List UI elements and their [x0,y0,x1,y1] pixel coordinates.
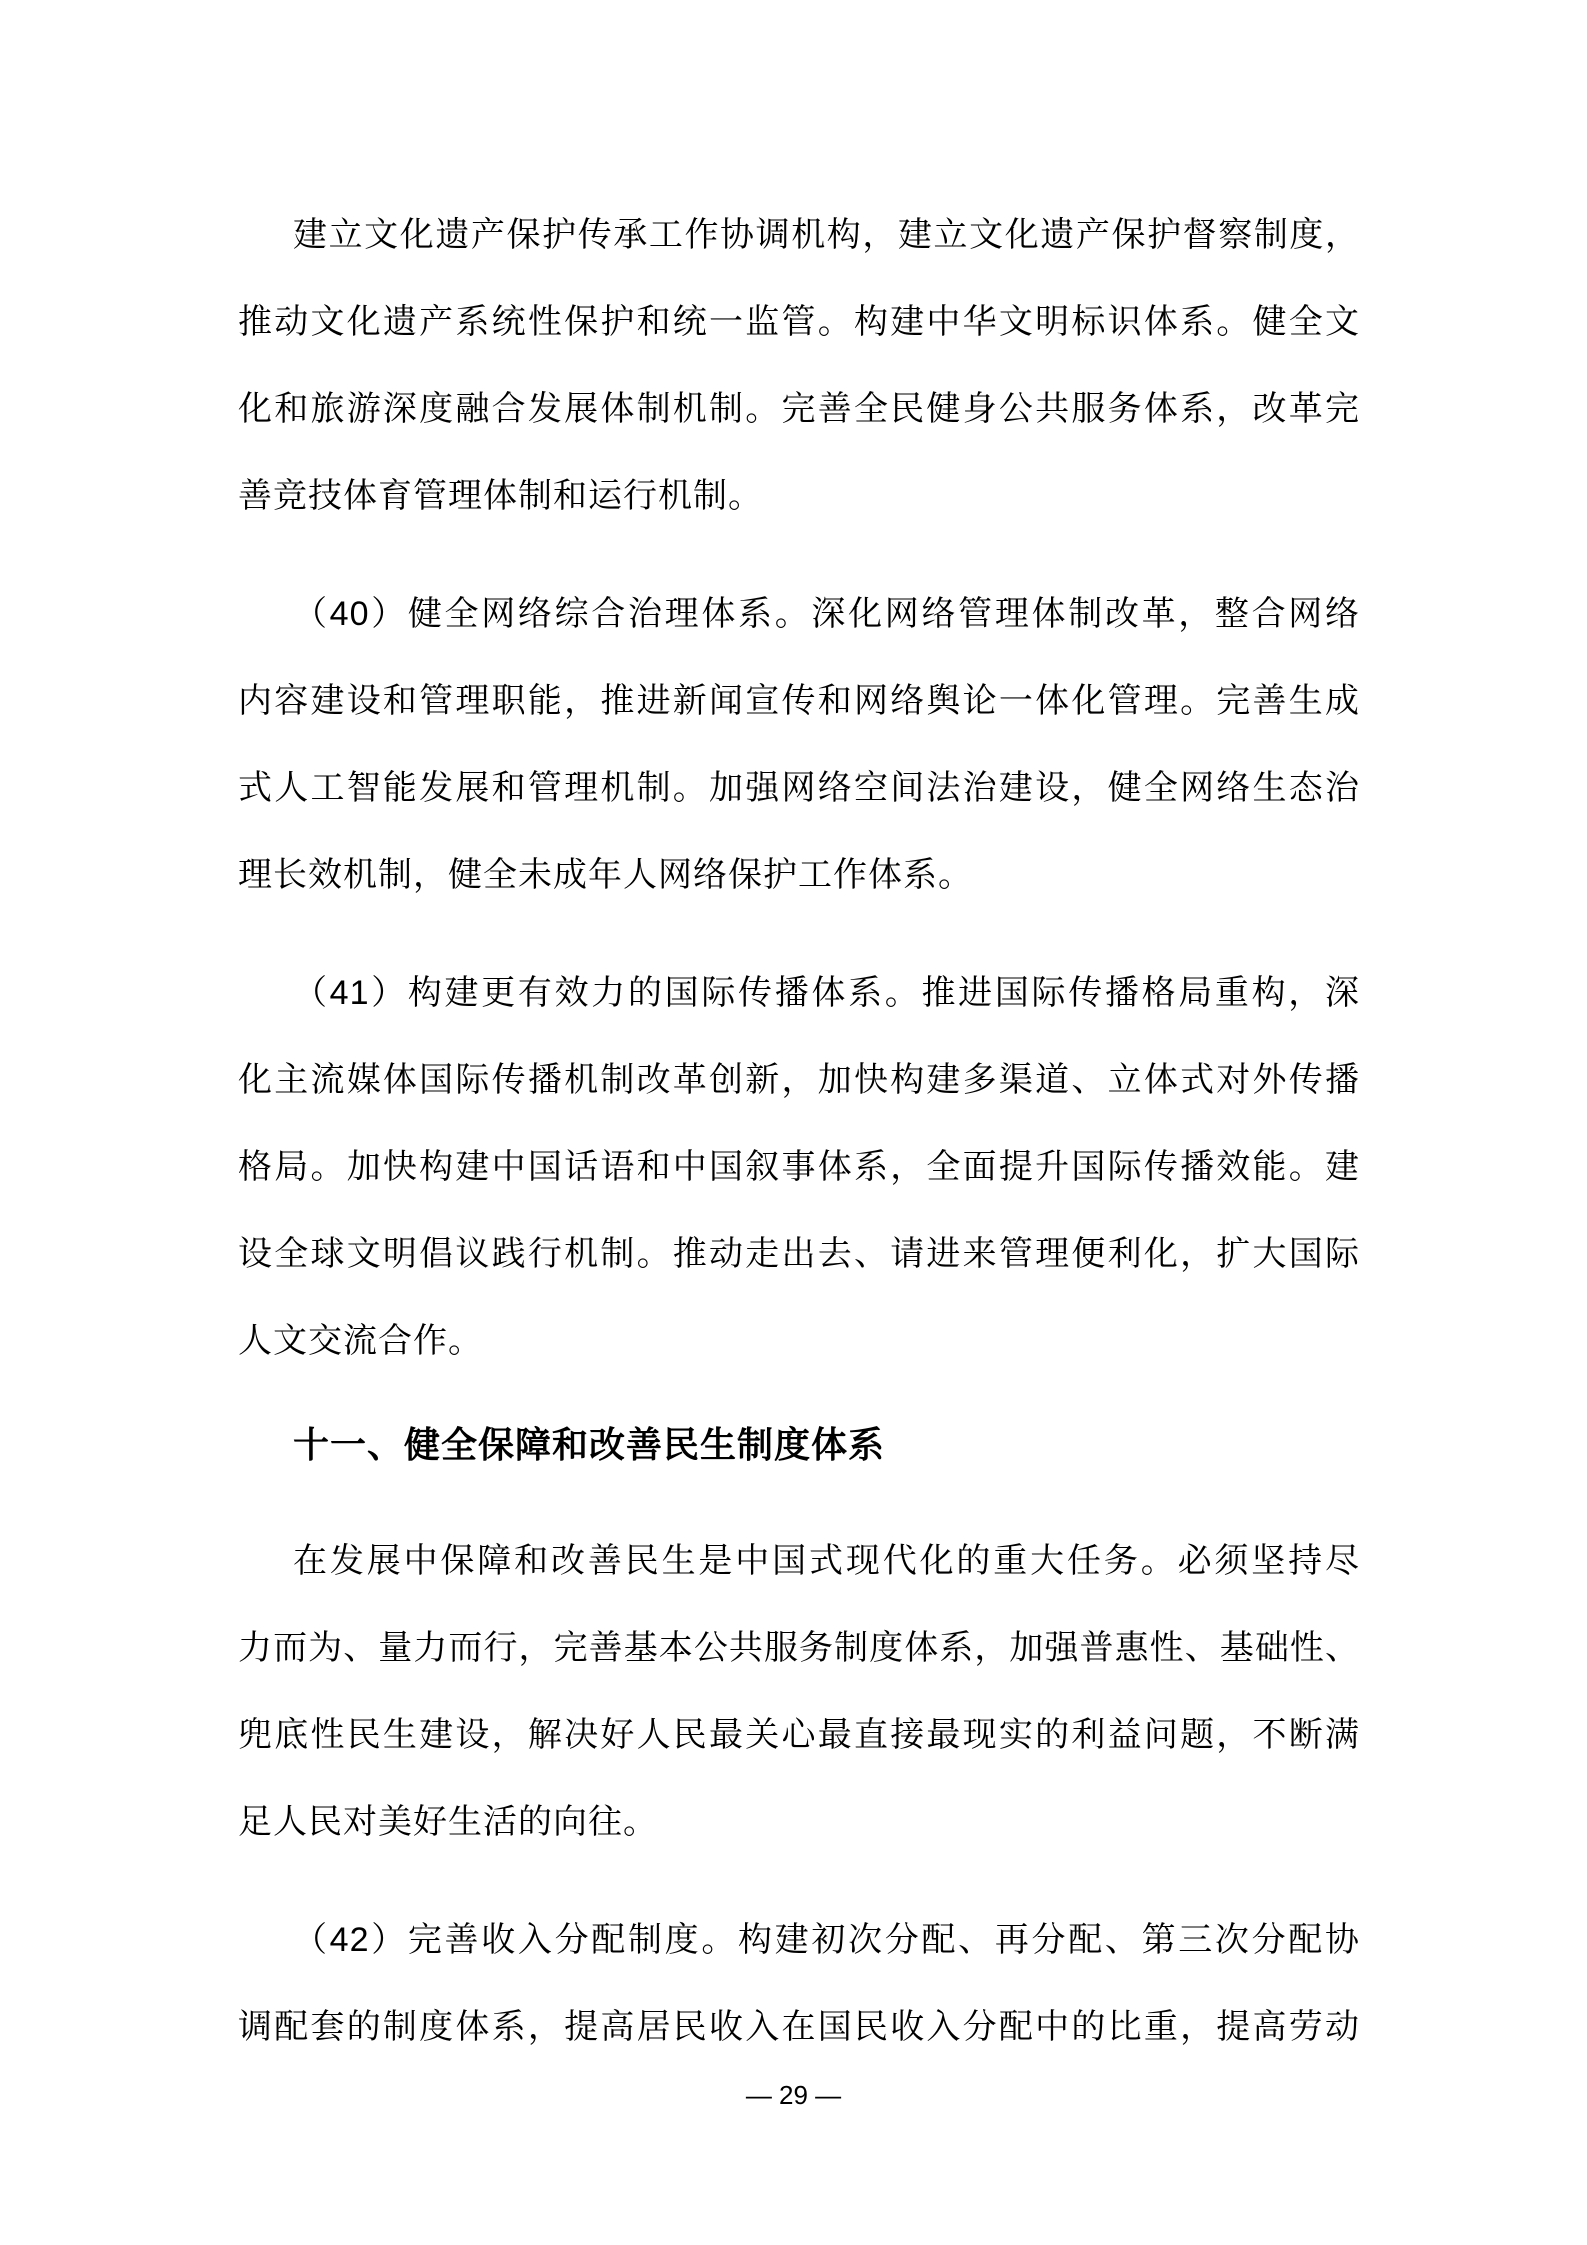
paragraph-culture [238,192,1360,540]
text-line: 格局。加快构建中国话语和中国叙事体系，全面提升国际传播效能。建 [238,1148,1360,1186]
text-line: 人文交流合作。 [238,1322,483,1360]
page-footer [0,2080,1587,2110]
text-line: 在发展中保障和改善民生是中国式现代化的重大任务。必须坚持尽 [293,1542,1360,1580]
section-heading: 十一、健全保障和改善民生制度体系 [293,1424,886,1465]
text-line: 善竞技体育管理体制和运行机制。 [238,477,763,515]
text-line: 力而为、量力而行，完善基本公共服务制度体系，加强普惠性、基础性、 [238,1629,1360,1667]
text-line: 调配套的制度体系，提高居民收入在国民收入分配中的比重，提高劳动 [238,2008,1360,2046]
text-line: （40）健全网络综合治理体系。深化网络管理体制改革，整合网络 [293,595,1360,633]
page-body [238,192,1360,2102]
paragraph-intro [238,1518,1360,1866]
text-line: 足人民对美好生活的向往。 [238,1803,658,1841]
text-line: （41）构建更有效力的国际传播体系。推进国际传播格局重构，深 [293,974,1360,1012]
text-line: 理长效机制，健全未成年人网络保护工作体系。 [238,856,973,894]
page-number: — 29 — [745,2080,842,2110]
paragraph-41 [238,950,1360,1385]
text-line: 内容建设和管理职能，推进新闻宣传和网络舆论一体化管理。完善生成 [238,682,1360,720]
text-line: 兜底性民生建设，解决好人民最关心最直接最现实的利益问题，不断满 [238,1716,1360,1754]
text-line: （42）完善收入分配制度。构建初次分配、再分配、第三次分配协 [293,1921,1360,1959]
text-line: 推动文化遗产系统性保护和统一监管。构建中华文明标识体系。健全文 [238,303,1360,341]
paragraph-40 [238,571,1360,919]
text-line: 设全球文明倡议践行机制。推动走出去、请进来管理便利化，扩大国际 [238,1235,1360,1273]
text-line: 式人工智能发展和管理机制。加强网络空间法治建设，健全网络生态治 [238,769,1360,807]
text-line: 化和旅游深度融合发展体制机制。完善全民健身公共服务体系，改革完 [238,390,1360,428]
paragraph-42 [238,1897,1360,2071]
text-line: 化主流媒体国际传播机制改革创新，加快构建多渠道、立体式对外传播 [238,1061,1360,1099]
text-line: 建立文化遗产保护传承工作协调机构，建立文化遗产保护督察制度， [293,216,1360,254]
